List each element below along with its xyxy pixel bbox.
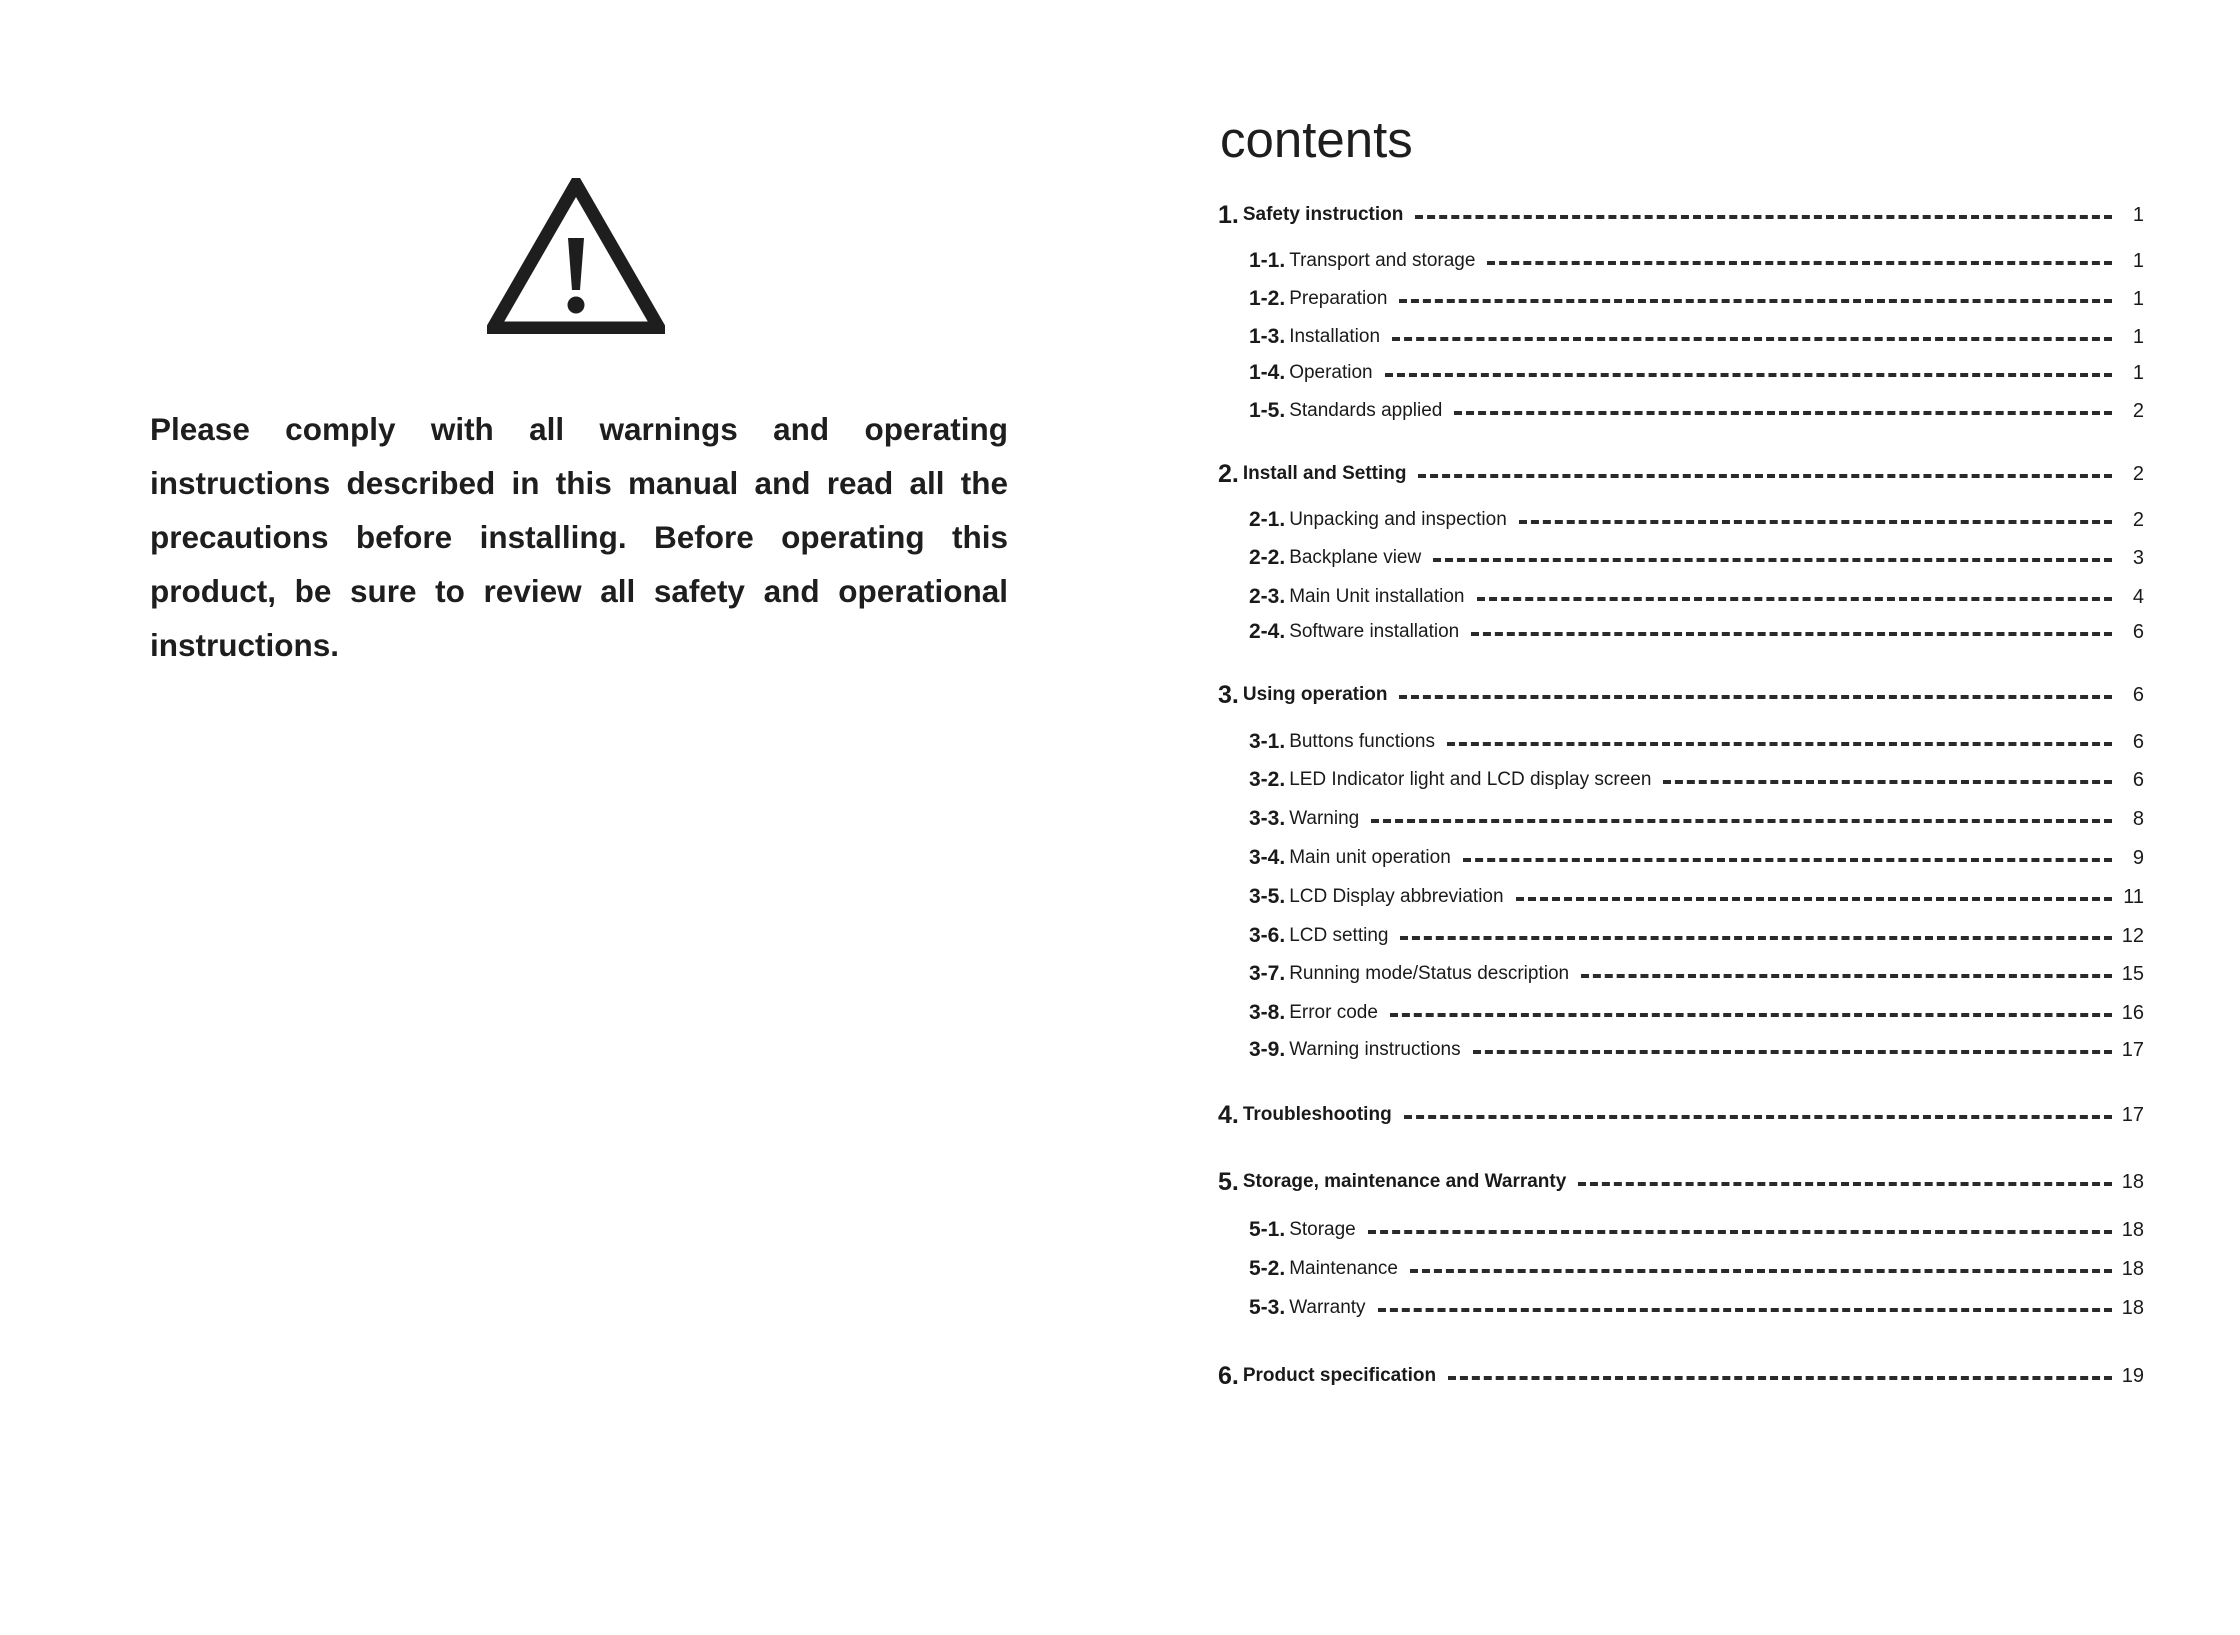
toc-entry[interactable] <box>1249 1291 2144 1325</box>
toc-entry-title: Using operation <box>1242 684 1388 705</box>
toc-entry-page: 2 <box>2132 399 2144 422</box>
toc-entry-number: 3. <box>1218 680 1239 709</box>
toc-dot-leader <box>1415 215 2112 219</box>
toc-entry[interactable] <box>1249 725 2144 759</box>
toc-entry-title: Running mode/Status description <box>1289 963 1570 984</box>
toc-entry-number: 3-6. <box>1249 924 1286 947</box>
toc-entry-page: 12 <box>2121 924 2144 947</box>
toc-entry-number: 1-5. <box>1249 399 1286 422</box>
toc-dot-leader <box>1447 742 2112 746</box>
toc-entry-number: 3-9. <box>1249 1038 1286 1061</box>
toc-dot-leader <box>1471 632 2112 636</box>
toc-entry[interactable] <box>1249 615 2144 649</box>
toc-dot-leader <box>1392 337 2112 341</box>
toc-entry-number: 4. <box>1218 1100 1239 1129</box>
toc-entry-title: Product specification <box>1242 1365 1437 1386</box>
toc-entry[interactable] <box>1249 394 2144 428</box>
toc-entry-number: 6. <box>1218 1361 1239 1390</box>
toc-entry-title: Standards applied <box>1289 400 1443 421</box>
toc-entry[interactable] <box>1218 678 2144 712</box>
toc-dot-leader <box>1399 695 2112 699</box>
toc-dot-leader <box>1448 1376 2112 1380</box>
toc-entry-page: 2 <box>2132 462 2144 485</box>
toc-entry-title: Buttons functions <box>1289 731 1435 752</box>
toc-dot-leader <box>1473 1050 2112 1054</box>
toc-entry-title: Installation <box>1289 326 1381 347</box>
toc-entry-number: 3-4. <box>1249 846 1286 869</box>
toc-entry[interactable] <box>1249 356 2144 390</box>
toc-entry-page: 2 <box>2132 508 2144 531</box>
toc-entry-page: 6 <box>2132 768 2144 791</box>
toc-entry-page: 18 <box>2121 1170 2144 1193</box>
toc-entry-page: 6 <box>2132 620 2144 643</box>
toc-dot-leader <box>1463 858 2112 862</box>
toc-entry-title: Transport and storage <box>1289 250 1476 271</box>
toc-dot-leader <box>1663 780 2112 784</box>
toc-entry[interactable] <box>1249 1213 2144 1247</box>
toc-entry[interactable] <box>1249 919 2144 953</box>
contents-title: contents <box>1220 111 1413 168</box>
toc-dot-leader <box>1477 597 2113 601</box>
toc-entry-page: 15 <box>2121 962 2144 985</box>
toc-entry-number: 1-2. <box>1249 287 1286 310</box>
toc-entry-title: Operation <box>1289 362 1373 383</box>
toc-entry-page: 1 <box>2132 287 2144 310</box>
toc-entry-page: 11 <box>2123 885 2144 908</box>
toc-entry-title: Storage, maintenance and Warranty <box>1242 1171 1567 1192</box>
toc-entry-title: Troubleshooting <box>1242 1104 1392 1125</box>
toc-entry-page: 18 <box>2121 1218 2144 1241</box>
toc-entry-number: 1-4. <box>1249 361 1286 384</box>
toc-entry-title: Warning <box>1289 808 1360 829</box>
toc-entry-number: 3-3. <box>1249 807 1286 830</box>
toc-entry-page: 17 <box>2121 1038 2144 1061</box>
toc-entry-number: 2-1. <box>1249 508 1286 531</box>
toc-entry-number: 3-5. <box>1249 885 1286 908</box>
toc-dot-leader <box>1487 261 2112 265</box>
toc-entry[interactable] <box>1249 244 2144 278</box>
toc-entry-number: 3-8. <box>1249 1001 1286 1024</box>
toc-entry[interactable] <box>1249 1252 2144 1286</box>
toc-dot-leader <box>1516 897 2112 901</box>
warning-triangle-icon <box>487 178 665 334</box>
toc-entry[interactable] <box>1249 282 2144 316</box>
toc-entry-number: 3-7. <box>1249 962 1286 985</box>
toc-entry-page: 19 <box>2121 1364 2144 1387</box>
toc-entry[interactable] <box>1218 1165 2144 1199</box>
toc-entry-page: 18 <box>2121 1257 2144 1280</box>
toc-dot-leader <box>1371 819 2112 823</box>
toc-entry-title: Maintenance <box>1289 1258 1398 1279</box>
toc-entry-title: Preparation <box>1289 288 1388 309</box>
toc-dot-leader <box>1400 936 2111 940</box>
toc-entry-number: 2-4. <box>1249 620 1286 643</box>
toc-entry-number: 5. <box>1218 1167 1239 1196</box>
toc-entry-title: Backplane view <box>1289 547 1422 568</box>
toc-entry-page: 1 <box>2132 325 2144 348</box>
toc-entry[interactable] <box>1249 541 2144 575</box>
toc-entry-title: LCD setting <box>1289 925 1389 946</box>
toc-entry[interactable] <box>1249 580 2144 614</box>
toc-entry[interactable] <box>1218 1098 2144 1132</box>
toc-dot-leader <box>1578 1182 2111 1186</box>
toc-entry-title: LED Indicator light and LCD display screen <box>1289 769 1652 790</box>
toc-entry-page: 9 <box>2132 846 2144 869</box>
toc-entry-title: Main unit operation <box>1289 847 1451 868</box>
toc-entry-page: 1 <box>2132 249 2144 272</box>
toc-entry-page: 18 <box>2121 1296 2144 1319</box>
toc-entry[interactable] <box>1249 880 2144 914</box>
toc-dot-leader <box>1418 474 2112 478</box>
toc-entry[interactable] <box>1249 320 2144 354</box>
toc-entry-number: 5-3. <box>1249 1296 1286 1319</box>
toc-entry[interactable] <box>1249 1033 2144 1067</box>
toc-entry[interactable] <box>1218 1359 2144 1393</box>
toc-entry-number: 3-1. <box>1249 730 1286 753</box>
toc-dot-leader <box>1368 1230 2112 1234</box>
toc-entry-title: Install and Setting <box>1242 463 1407 484</box>
toc-entry-number: 2. <box>1218 459 1239 488</box>
toc-dot-leader <box>1404 1115 2112 1119</box>
toc-entry-number: 3-2. <box>1249 768 1286 791</box>
toc-entry[interactable] <box>1249 763 2144 797</box>
toc-entry-number: 1. <box>1218 200 1239 229</box>
toc-entry-page: 4 <box>2132 585 2144 608</box>
toc-dot-leader <box>1390 1013 2112 1017</box>
toc-entry-title: Unpacking and inspection <box>1289 509 1507 530</box>
toc-entry-number: 1-1. <box>1249 249 1286 272</box>
warning-paragraph: Please comply with all warnings and operating instructions described in this manual and read all the precautions before installing. Before operating this product, be sure to review all safety and operational instructions. <box>150 411 1008 663</box>
toc-dot-leader <box>1385 373 2112 377</box>
toc-dot-leader <box>1519 520 2112 524</box>
toc-dot-leader <box>1581 974 2112 978</box>
toc-entry[interactable] <box>1218 457 2144 491</box>
toc-entry-page: 1 <box>2132 203 2144 226</box>
toc-entry-number: 2-2. <box>1249 546 1286 569</box>
toc-entry-title: Error code <box>1289 1002 1378 1023</box>
toc-entry[interactable] <box>1218 198 2144 232</box>
toc-dot-leader <box>1410 1269 2112 1273</box>
toc-entry-page: 6 <box>2132 683 2144 706</box>
toc-entry[interactable] <box>1249 503 2144 537</box>
toc-entry-title: Warning instructions <box>1289 1039 1461 1060</box>
toc-dot-leader <box>1399 299 2112 303</box>
toc-entry-number: 5-2. <box>1249 1257 1286 1280</box>
toc-entry-title: LCD Display abbreviation <box>1289 886 1504 907</box>
toc-entry[interactable] <box>1249 802 2144 836</box>
toc-dot-leader <box>1378 1308 2112 1312</box>
toc-dot-leader <box>1454 411 2112 415</box>
toc-entry[interactable] <box>1249 996 2144 1030</box>
toc-entry[interactable] <box>1249 957 2144 991</box>
toc-entry-title: Main Unit installation <box>1289 586 1465 607</box>
toc-entry-number: 5-1. <box>1249 1218 1286 1241</box>
toc-entry-page: 6 <box>2132 730 2144 753</box>
toc-entry-page: 1 <box>2132 361 2144 384</box>
toc-entry-title: Software installation <box>1289 621 1460 642</box>
toc-entry-title: Safety instruction <box>1242 204 1404 225</box>
toc-entry-title: Warranty <box>1289 1297 1366 1318</box>
toc-entry-page: 17 <box>2121 1103 2144 1126</box>
toc-entry-number: 1-3. <box>1249 325 1286 348</box>
toc-dot-leader <box>1433 558 2112 562</box>
toc-entry[interactable] <box>1249 841 2144 875</box>
toc-entry-page: 16 <box>2121 1001 2144 1024</box>
toc-entry-title: Storage <box>1289 1219 1356 1240</box>
toc-entry-number: 2-3. <box>1249 585 1286 608</box>
toc-entry-page: 8 <box>2132 807 2144 830</box>
toc-entry-page: 3 <box>2132 546 2144 569</box>
